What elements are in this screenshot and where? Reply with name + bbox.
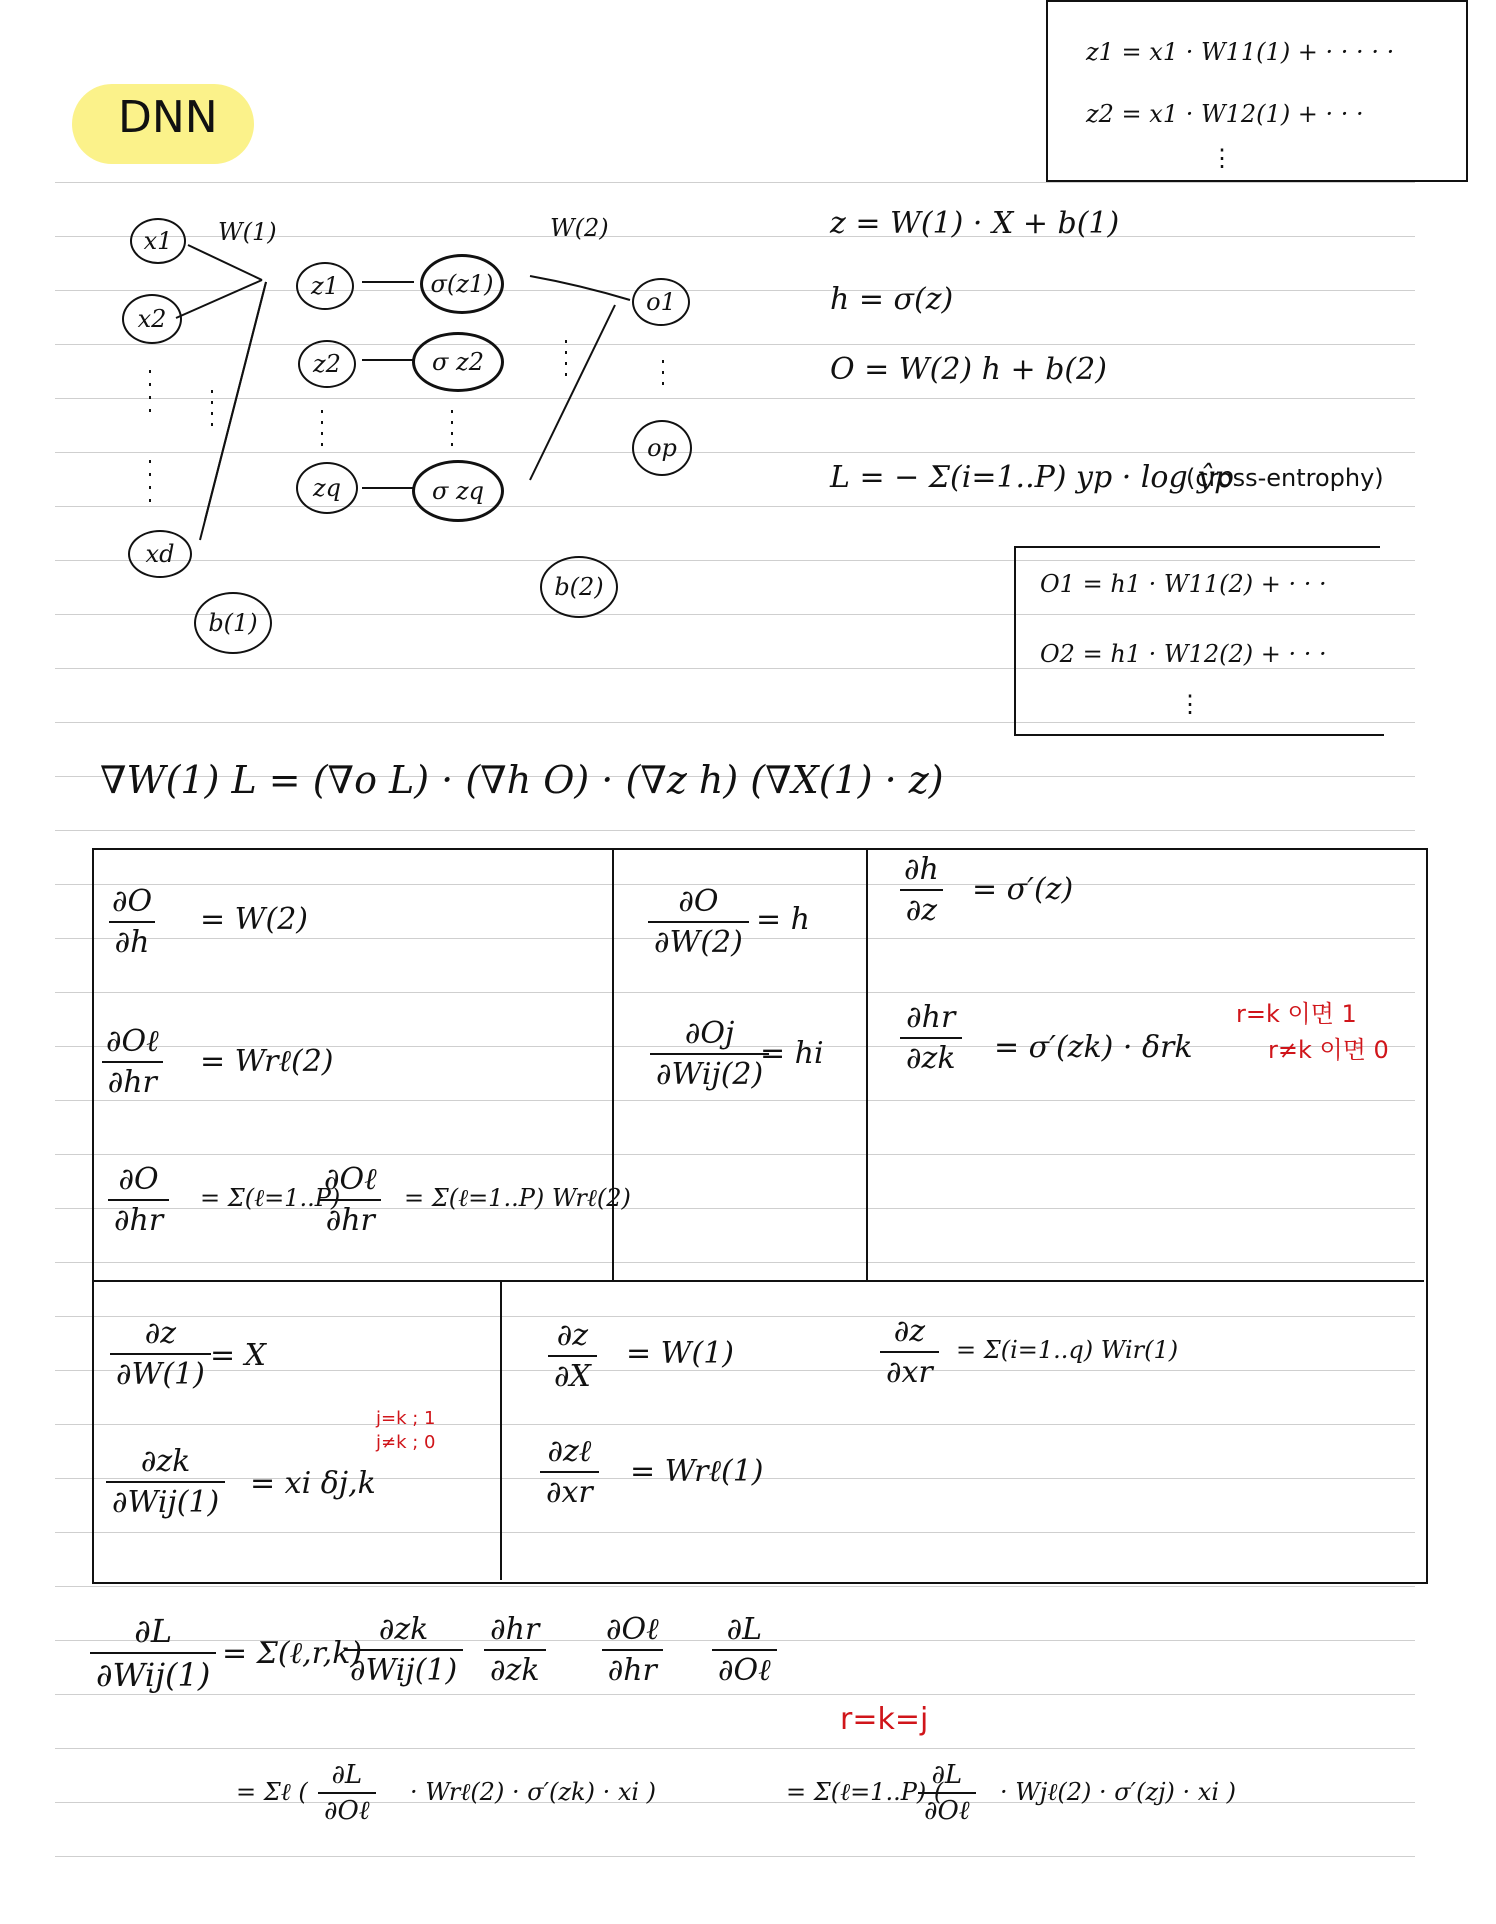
dO-dhr-sum: = Σ(ℓ=1..P) — [200, 1184, 341, 1212]
final-note: r=k=j — [840, 1702, 929, 1737]
note-r-eq-k: r=k 이면 1 — [1236, 1000, 1357, 1028]
dO-dhr-value: = Σ(ℓ=1..P) Wrℓ(2) — [404, 1184, 631, 1212]
final-sum: = Σ(ℓ,r,k) — [222, 1636, 363, 1671]
note-r-neq-k: r≠k 이면 0 — [1268, 1036, 1389, 1064]
o1-expansion: O1 = h1 · W11(2) + · · · — [1040, 570, 1327, 598]
dzk-dWij-value: = xi δj,k — [250, 1466, 376, 1501]
grid-divider-2 — [866, 848, 868, 1280]
input-node-xd: xd — [128, 530, 192, 578]
hidden-node-z2: z2 — [298, 340, 356, 388]
output-node-op: op — [632, 420, 692, 476]
o2-expansion: O2 = h1 · W12(2) + · · · — [1040, 640, 1327, 668]
grid-divider-1 — [612, 848, 614, 1280]
frac-dh-dz: $\frac{\partial h}{\partial z}$ — [898, 852, 945, 928]
final-line2-sum2: = Σ(ℓ=1..P) ( — [786, 1778, 944, 1806]
frac-final-line2b: ∂L ∂Oℓ — [918, 1760, 976, 1826]
frac-final-line2: ∂L ∂Oℓ — [318, 1760, 376, 1826]
eq-o: O = W(2) h + b(2) — [830, 352, 1107, 387]
frac-final-4: ∂L ∂Oℓ — [712, 1612, 777, 1688]
frac-dO-dW2: $\frac{\partial O}{\partial W(2)}$ — [648, 884, 749, 960]
frac-dOl-dhr: ∂Oℓ ∂hr — [100, 1024, 165, 1100]
grid-divider-3 — [500, 1280, 502, 1580]
final-line2-sum: = Σℓ ( — [236, 1778, 308, 1806]
frac-dz-dX: $\frac{\partial z}{\partial X}$ — [548, 1318, 597, 1394]
o-box-bottom — [1014, 734, 1384, 736]
hidden-node-zq: zq — [296, 462, 358, 514]
o-dots: ⋮ — [1178, 690, 1202, 718]
frac-dO-dh: $\frac{\partial O}{\partial h}$ — [106, 884, 158, 960]
activation-node-1: σ(z1) — [420, 254, 504, 314]
frac-dOl-dhr-2: ∂Oℓ ∂hr — [318, 1162, 383, 1238]
frac-final-1: ∂zk ∂Wij(1) — [344, 1612, 463, 1688]
loss-note: (cross-entrophy) — [1186, 464, 1384, 492]
frac-dL-dWij: ∂L ∂Wij(1) — [90, 1612, 216, 1694]
note-j-eq-k: j=k ; 1 — [376, 1408, 436, 1429]
weight-label-w2: W(2) — [550, 214, 609, 242]
input-node-x1: x1 — [130, 218, 186, 264]
frac-dO-dhr: $\frac{\partial O}{\partial hr}$ — [108, 1162, 169, 1238]
frac-final-3: ∂Oℓ ∂hr — [600, 1612, 665, 1688]
frac-final-2: $\frac{\partial hr}{\partial zk}$ — [484, 1612, 546, 1688]
hidden-node-z1: z1 — [296, 262, 354, 310]
o-box-left — [1014, 546, 1016, 736]
z-expansion-box — [1046, 0, 1468, 182]
dh-dz-value: = σ′(z) — [972, 872, 1074, 907]
frac-dz-dxr: $\frac{\partial z}{\partial xr}$ — [880, 1314, 939, 1390]
frac-dz-dW1: $\frac{\partial z}{\partial W(1)}$ — [110, 1316, 211, 1392]
final-line2-rest2: · Wjℓ(2) · σ′(zj) · xi ) — [1000, 1778, 1236, 1806]
dz-dW1-value: = X — [210, 1338, 267, 1373]
o-box-top — [1014, 546, 1380, 548]
z-dots: ⋮ — [1210, 144, 1234, 172]
frac-dhr-dzk: $\frac{\partial hr}{\partial zk}$ — [900, 1000, 962, 1076]
eq-loss: L = − Σ(i=1..P) yp · log ŷp — [830, 460, 1234, 495]
z1-expansion: z1 = x1 · W11(1) + · · · · · — [1086, 38, 1395, 66]
input-node-x2: x2 — [122, 294, 182, 344]
page-title: DNN — [118, 92, 218, 143]
gradient-chain: ∇W(1) L = (∇o L) · (∇h O) · (∇z h) (∇X(1) · z) — [100, 758, 944, 802]
grid-divider-h — [92, 1280, 1424, 1282]
frac-dzk-dWij: ∂zk ∂Wij(1) — [106, 1444, 225, 1520]
note-j-neq-k: j≠k ; 0 — [376, 1432, 436, 1453]
dOj-dWij-value: = hi — [760, 1036, 824, 1071]
dhr-dzk-value: = σ′(zk) · δrk — [994, 1030, 1193, 1065]
dz-dX-value: = W(1) — [626, 1336, 735, 1371]
dO-dW2-value: = h — [756, 902, 810, 937]
output-node-o1: o1 — [632, 278, 690, 326]
dO-dh-value: = W(2) — [200, 902, 309, 937]
eq-z: z = W(1) · X + b(1) — [830, 206, 1120, 241]
dzl-dxr-value: = Wrℓ(1) — [630, 1454, 764, 1489]
frac-dOj-dWij: ∂Oj ∂Wij(2) — [650, 1016, 769, 1092]
bias-node-b1: b(1) — [194, 592, 272, 654]
eq-h: h = σ(z) — [830, 282, 954, 317]
activation-node-2: σ z2 — [412, 332, 504, 392]
final-line2-rest: · Wrℓ(2) · σ′(zk) · xi ) — [410, 1778, 657, 1806]
frac-dzl-dxr: ∂zℓ ∂xr — [540, 1434, 599, 1510]
activation-node-q: σ zq — [412, 460, 504, 522]
z2-expansion: z2 = x1 · W12(1) + · · · — [1086, 100, 1364, 128]
dz-dxr-value: = Σ(i=1..q) Wir(1) — [956, 1336, 1179, 1364]
bias-node-b2: b(2) — [540, 556, 618, 618]
dOl-dhr-value: = Wrℓ(2) — [200, 1044, 334, 1079]
weight-label-w1: W(1) — [218, 218, 277, 246]
